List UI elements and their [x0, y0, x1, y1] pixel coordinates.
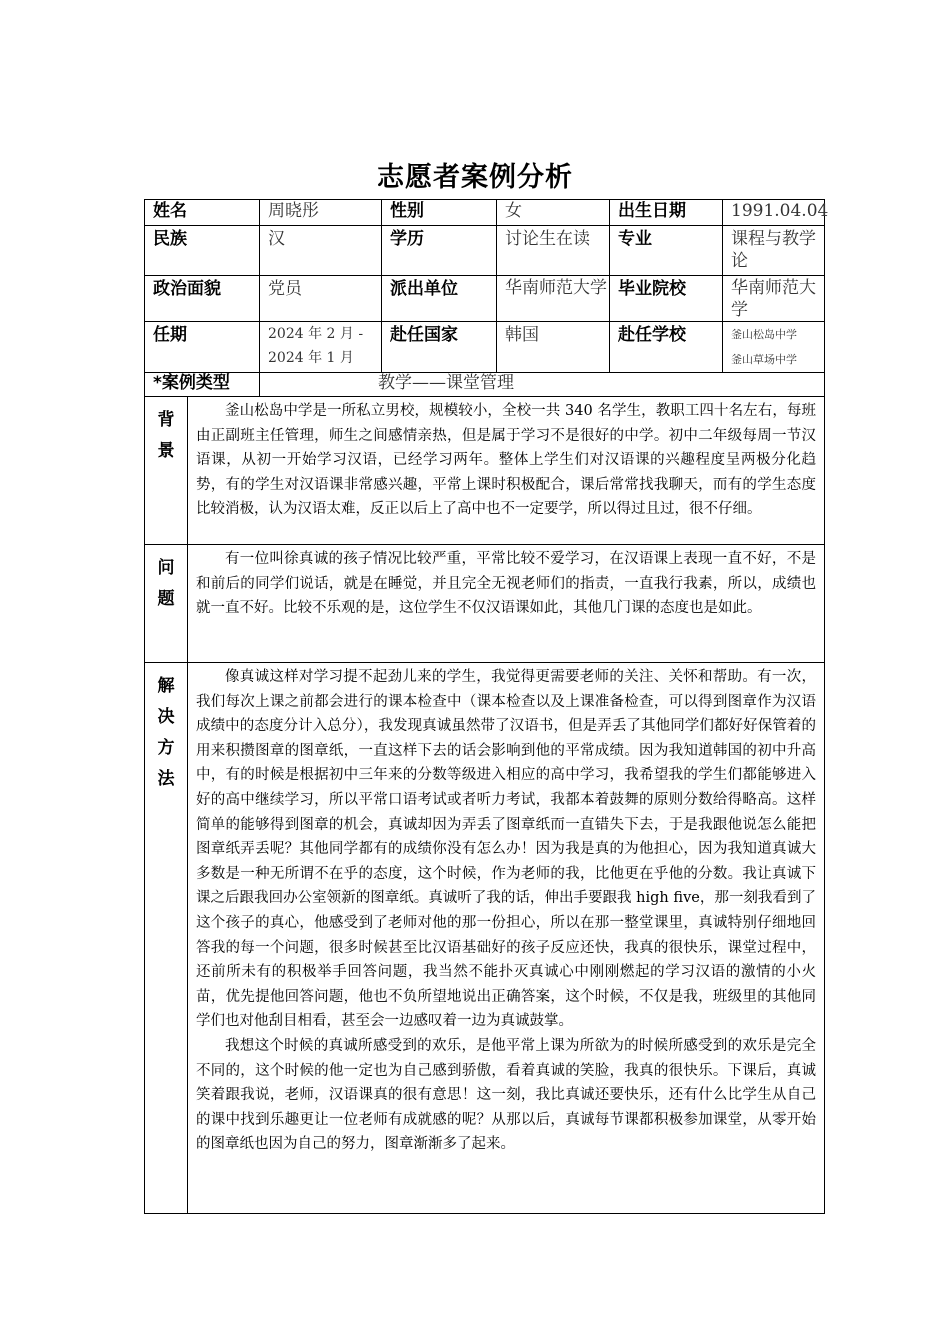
school-1: 釜山松岛中学: [731, 328, 797, 341]
solution-paragraph-1: 像真诚这样对学习提不起劲儿来的学生，我觉得更需要老师的关注、关怀和帮助。有一次，我们每次上课之前都会进行的课本检查中（课本检查以及上课准备检查，可以得到图章作为汉语成绩中的态度分计入总分），我发现真诚虽然带了汉语书，但是弄丢了其他同学们都好好保管着的用来积攒图章的图章纸，一直这样下去的话会影响到他的平常成绩。因为我知道韩国的初中升高中，有的时候是根据初中三年来的分数等级进入相应的高中学习，我希望我的学生们都能够进入好的高中继续学习，所以平常口语考试或者听力考试，我都本着鼓舞的原则分数给得略高。这样简单的能够得到图章的机会，真诚却因为弄丢了图章纸而一直错失下去，于是我跟他说怎么能把图章纸弄丢呢？其他同学都有的成绩你没有怎么办！因为我是真的为他担心，因为我知道真诚大多数是一种无所谓不在乎的态度，这个时候，作为老师的我，比他更在乎他的分数。我让真诚下课之后跟我回办公室领新的图章纸。真诚听了我的话，伸出手要跟我 high five，那一刻我看到了这个孩子的真心，他感受到了老师对他的那一份担心，所以在那一整堂课里，真诚特别仔细地回答我的每一个问题，很多时候甚至比汉语基础好的孩子反应还快，我真的很快乐，课堂过程中，还前所未有的积极举手回答问题，我当然不能扑灭真诚心中刚刚燃起的学习汉语的激情的小火苗，优先提他回答问题，他也不负所望地说出正确答案，这个时候，不仅是我，班级里的其他同学们也对他刮目相看，甚至会一边感叹着一边为真诚鼓掌。: [196, 669, 816, 1030]
background-heading: 背 景: [145, 397, 188, 545]
dispatch-value: 华南师范大学: [497, 276, 610, 322]
school-label: 赴任学校: [610, 322, 723, 373]
problem-body: [188, 545, 825, 663]
country-value: 韩国: [497, 322, 610, 373]
major-label: 专业: [610, 226, 723, 276]
solution-paragraph-2: 我想这个时候的真诚所感受到的欢乐，是他平常上课为所欲为的时候所感受到的欢乐是完全不同的，这个时候的他一定也为自己感到骄傲，看着真诚的笑脸，我真的很快乐。下课后，真诚笑着跟我说，老师，汉语课真的很有意思！这一刻，我比真诚还要快乐，还有什么比学生从自己的课中找到乐趣更让一位老师有成就感的呢？从那以后，真诚每节课都积极参加课堂，从零开始的图章纸也因为自己的努力，图章渐渐多了起来。: [196, 1037, 816, 1153]
gender-label: 性别: [382, 200, 497, 226]
section-problem: [145, 545, 825, 663]
term-end: 2024 年 1 月: [268, 350, 354, 366]
ethnic-label: 民族: [145, 226, 260, 276]
birth-label: 出生日期: [610, 200, 723, 226]
country-label: 赴任国家: [382, 322, 497, 373]
term-start: 2024 年 2 月 -: [268, 326, 364, 342]
row-term: [145, 322, 825, 373]
major-value: 课程与教学论: [723, 226, 825, 276]
political-label: 政治面貌: [145, 276, 260, 322]
page-title: 志愿者案例分析: [377, 162, 573, 193]
ethnic-value: 汉: [260, 226, 382, 276]
grad-label: 毕业院校: [610, 276, 723, 322]
term-value: [260, 322, 382, 373]
name-value: 周晓彤: [260, 200, 382, 226]
case-type-label: *案例类型: [145, 373, 260, 397]
birth-value: 1991.04.04: [723, 200, 825, 226]
dispatch-label: 派出单位: [382, 276, 497, 322]
solution-body: [188, 663, 825, 1214]
grad-value: 华南师范大学: [723, 276, 825, 322]
political-value: 党员: [260, 276, 382, 322]
problem-heading: 问 题: [145, 545, 188, 663]
section-solution: [145, 663, 825, 1214]
row-case-type: [145, 373, 825, 397]
edu-label: 学历: [382, 226, 497, 276]
row-political: [145, 276, 825, 322]
solution-heading: 解 决 方 法: [145, 663, 188, 1214]
volunteer-info-table: [144, 199, 829, 1214]
background-body: [188, 397, 825, 545]
problem-paragraph: 有一位叫徐真诚的孩子情况比较严重，平常比较不爱学习，在汉语课上表现一直不好，不是和前后的同学们说话，就是在睡觉，并且完全无视老师们的指责，一直我行我素，所以，成绩也就一直不好。比较不乐观的是，这位学生不仅汉语课如此，其他几门课的态度也是如此。: [196, 551, 816, 617]
edu-value: 讨论生在读: [497, 226, 610, 276]
gender-value: 女: [497, 200, 610, 226]
row-name: [145, 200, 825, 226]
term-label: 任期: [145, 322, 260, 373]
section-background: [145, 397, 825, 545]
school-value: [723, 322, 825, 373]
name-label: 姓名: [145, 200, 260, 226]
school-2: 釜山草场中学: [731, 353, 797, 366]
background-paragraph: 釜山松岛中学是一所私立男校，规模较小，全校一共 340 名学生，教职工四十名左右，每班由正副班主任管理，师生之间感情亲热，但是属于学习不是很好的中学。初中二年级每周一节汉语课，从初一开始学习汉语，已经学习两年。整体上学生们对汉语课的兴趣程度呈两极分化趋势，有的学生对汉语课非常感兴趣，平常上课时积极配合，课后常常找我聊天，而有的学生态度比较消极，认为汉语太难，反正以后上了高中也不一定要学，所以得过且过，很不仔细。: [196, 403, 816, 518]
row-ethnic: [145, 226, 825, 276]
case-type-value: 教学——课堂管理: [260, 373, 825, 397]
